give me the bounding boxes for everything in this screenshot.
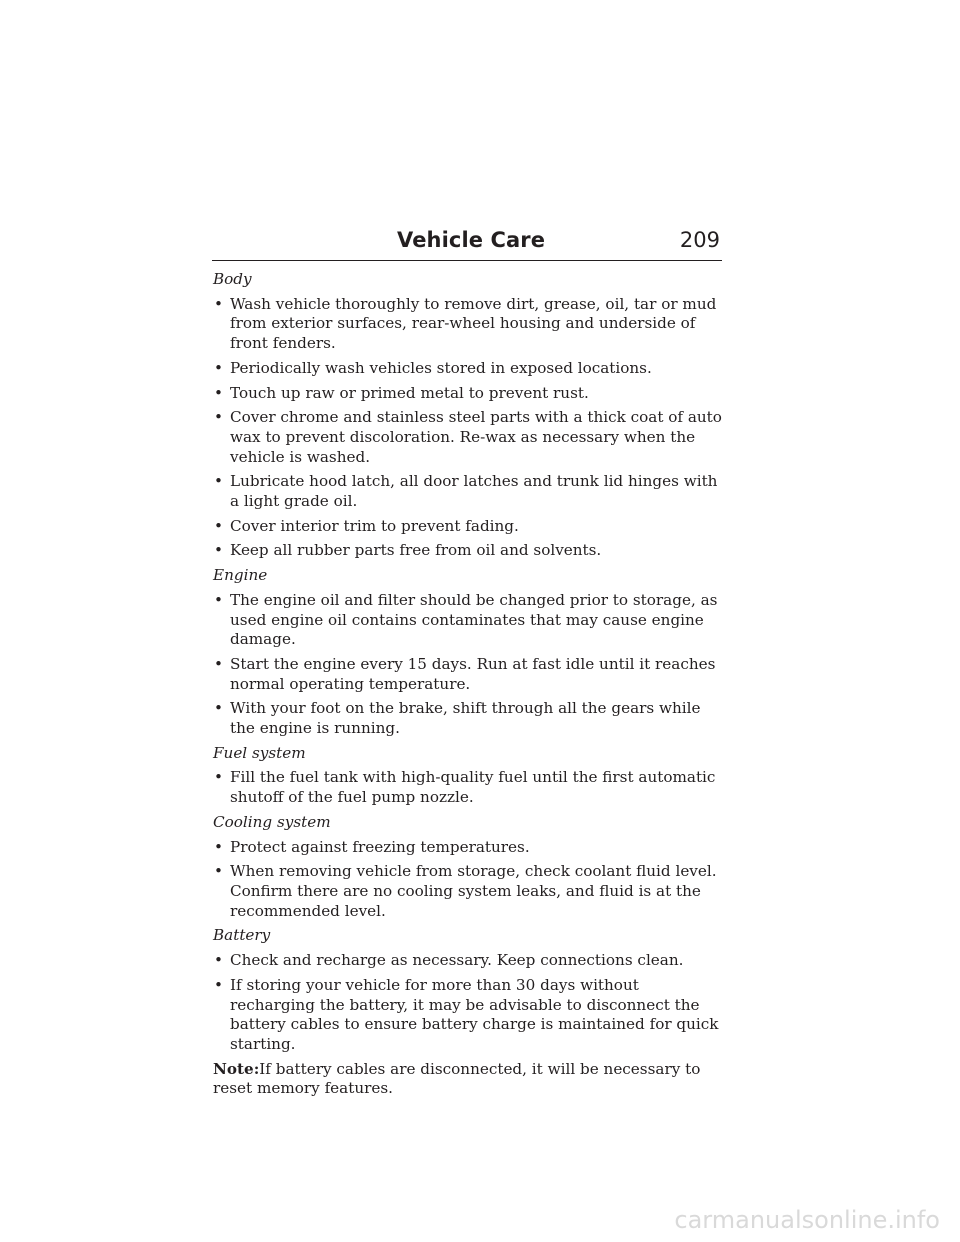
bullet-icon: • — [214, 590, 223, 609]
list-item — [213, 655, 723, 694]
list-item-text: Touch up raw or primed metal to prevent rust. — [230, 383, 589, 402]
section-title-engine: Engine — [213, 566, 268, 585]
list-item-text: Periodically wash vehicles stored in exposed locations. — [230, 358, 652, 377]
bullet-icon: • — [214, 768, 223, 787]
list-item-text: Cover interior trim to prevent fading. — [230, 516, 519, 535]
section-title-body: Body — [213, 270, 252, 288]
list-item — [213, 408, 723, 467]
note-label: Note: — [213, 1059, 260, 1078]
cooling-list — [213, 838, 723, 922]
list-item-text: Fill the fuel tank with high-quality fuel until the first automatic shutoff of the fuel pump nozzle. — [230, 768, 716, 807]
bullet-icon: • — [214, 383, 223, 402]
bullet-icon: • — [214, 654, 223, 673]
battery-list — [213, 951, 723, 1055]
list-item — [213, 384, 723, 404]
list-item — [213, 951, 723, 971]
note-text: If battery cables are disconnected, it will be necessary to reset memory features. — [213, 1059, 701, 1098]
list-item-text: The engine oil and filter should be changed prior to storage, as used engine oil contains contaminates that may cause engine damage. — [230, 590, 718, 649]
section-title-battery: Battery — [213, 926, 271, 945]
list-item-text: Check and recharge as necessary. Keep connections clean. — [230, 951, 684, 970]
bullet-icon: • — [214, 472, 223, 491]
section-title-cooling-system: Cooling system — [213, 812, 331, 831]
list-item — [213, 541, 723, 561]
bullet-icon: • — [214, 358, 223, 377]
body-list — [213, 295, 723, 561]
fuel-list — [213, 768, 723, 807]
list-item — [213, 591, 723, 650]
list-item — [213, 768, 723, 807]
list-item — [213, 838, 723, 858]
page-number: 209 — [679, 228, 720, 252]
bullet-icon: • — [214, 951, 223, 970]
page-title: Vehicle Care — [397, 228, 546, 252]
list-item — [213, 517, 723, 537]
list-item — [213, 976, 723, 1055]
page-header — [212, 226, 722, 261]
bullet-icon: • — [214, 699, 223, 718]
engine-list — [213, 591, 723, 739]
bullet-icon: • — [214, 408, 223, 427]
section-title-fuel-system: Fuel system — [213, 743, 306, 762]
bullet-icon: • — [214, 837, 223, 856]
list-item-text: Lubricate hood latch, all door latches and trunk lid hinges with a light grade oil. — [230, 472, 718, 511]
list-item-text: Protect against freezing temperatures. — [230, 837, 530, 856]
bullet-icon: • — [214, 862, 223, 881]
list-item-text: If storing your vehicle for more than 30 days without recharging the battery, it may be advisable to disconnect the battery cables to ensure battery charge is maintained for quick starting. — [230, 975, 719, 1053]
bullet-icon: • — [214, 294, 223, 313]
bullet-icon: • — [214, 975, 223, 994]
list-item — [213, 472, 723, 511]
bullet-icon: • — [214, 541, 223, 560]
list-item — [213, 295, 723, 354]
page-content — [213, 270, 723, 1099]
list-item — [213, 359, 723, 379]
list-item — [213, 862, 723, 921]
list-item-text: When removing vehicle from storage, check coolant fluid level. Confirm there are no cooling system leaks, and fluid is at the recommended level. — [230, 862, 717, 920]
watermark: carmanualsonline.info — [674, 1206, 940, 1234]
list-item-text: Keep all rubber parts free from oil and solvents. — [230, 541, 602, 560]
list-item-text: Cover chrome and stainless steel parts with a thick coat of auto wax to prevent discoloration. Re-wax as necessary when the vehicle is washed. — [230, 408, 722, 466]
list-item-text: Wash vehicle thoroughly to remove dirt, grease, oil, tar or mud from exterior surfaces, rear-wheel housing and underside of front fenders. — [230, 294, 717, 353]
bullet-icon: • — [214, 516, 223, 535]
list-item-text: Start the engine every 15 days. Run at fast idle until it reaches normal operating temperature. — [230, 654, 716, 693]
list-item-text: With your foot on the brake, shift through all the gears while the engine is running. — [230, 699, 701, 738]
list-item — [213, 699, 723, 738]
note — [213, 1060, 723, 1099]
